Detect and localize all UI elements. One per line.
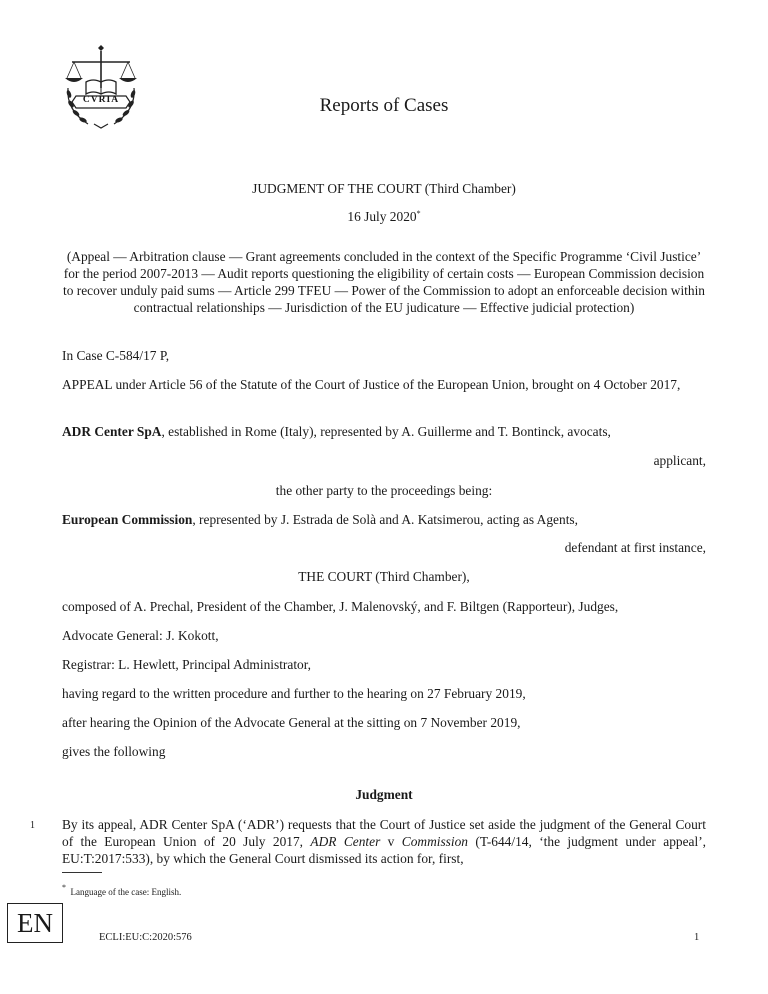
advocate-general: Advocate General: J. Kokott, [62,628,219,643]
language-box: EN [7,903,63,943]
ecli-identifier: ECLI:EU:C:2020:576 [99,932,192,943]
registrar: Registrar: L. Hewlett, Principal Administrator, [62,657,312,672]
paragraph-number: 1 [30,820,35,831]
footnote-divider [62,872,102,873]
other-party-label: the other party to the proceedings being: [275,483,493,498]
judgment-heading: JUDGMENT OF THE COURT (Third Chamber) [252,181,516,196]
paragraph-1-text-b: (T-644/14, ‘the judgment under appeal’, EU:T:2017:533), by which the General Court dismissed its action for, first, [62,834,707,866]
logo-text: CVRIA [82,95,120,105]
footnote-ref[interactable]: * [416,209,421,218]
footnote-marker: * [62,883,66,892]
applicant-name: ADR Center SpA [62,424,162,439]
court-logo [58,44,144,130]
judgment-title: Judgment [355,787,413,802]
applicant-paragraph [62,423,706,440]
applicant-details: , established in Rome (Italy), represented by A. Guillerme and T. Bontinck, avocats, [161,424,611,439]
page-title: Reports of Cases [319,95,449,116]
keywords: (Appeal — Arbitration clause — Grant agreements concluded in the context of the Specific Programme ‘Civil Justice’ for the period 2007-2013 — Audit reports questioning the eligibility of certain costs — European Commission decision to recover unduly paid sums — Article 299 TFEU — Power of the Commission to adopt an enforceable decision within contractual relationships — Jurisdiction of the EU judicature — Effective judicial protection) [62,249,706,315]
court-label: THE COURT (Third Chamber), [298,569,470,584]
footnote-text: Language of the case: English. [70,887,182,897]
scales-of-justice-icon [58,44,144,130]
defendant-name: European Commission [62,512,193,527]
case-number: In Case C-584/17 P, [62,348,170,363]
composition: composed of A. Prechal, President of the Chamber, J. Malenovský, and F. Biltgen (Rapporteur), Judges, [62,599,619,614]
defendant-role: defendant at first instance, [564,540,706,555]
defendant-paragraph [62,511,706,528]
judgment-date [62,208,706,225]
after-hearing: after hearing the Opinion of the Advocate General at the sitting on 7 November 2019, [62,715,521,730]
appeal-text: APPEAL under Article 56 of the Statute of the Court of Justice of the European Union, brought on 4 October 2017, [62,377,681,392]
footnote [62,883,182,897]
having-regard: having regard to the written procedure and further to the hearing on 27 February 2019, [62,686,526,701]
paragraph-1 [62,816,706,867]
case-v: v [380,834,402,849]
defendant-details: , represented by J. Estrada de Solà and A. Katsimerou, acting as Agents, [192,512,578,527]
case-party-1: ADR Center [310,834,381,849]
case-party-2: Commission [401,834,469,849]
date-text: 16 July 2020 [347,209,417,224]
applicant-role: applicant, [653,453,706,468]
page-number: 1 [694,932,700,943]
gives-following: gives the following [62,744,166,759]
paragraph-1-text-a: By its appeal, ADR Center SpA (‘ADR’) requests that the Court of Justice set aside the judgment of the General Court of the European Union of 20 July 2017, [62,817,706,849]
